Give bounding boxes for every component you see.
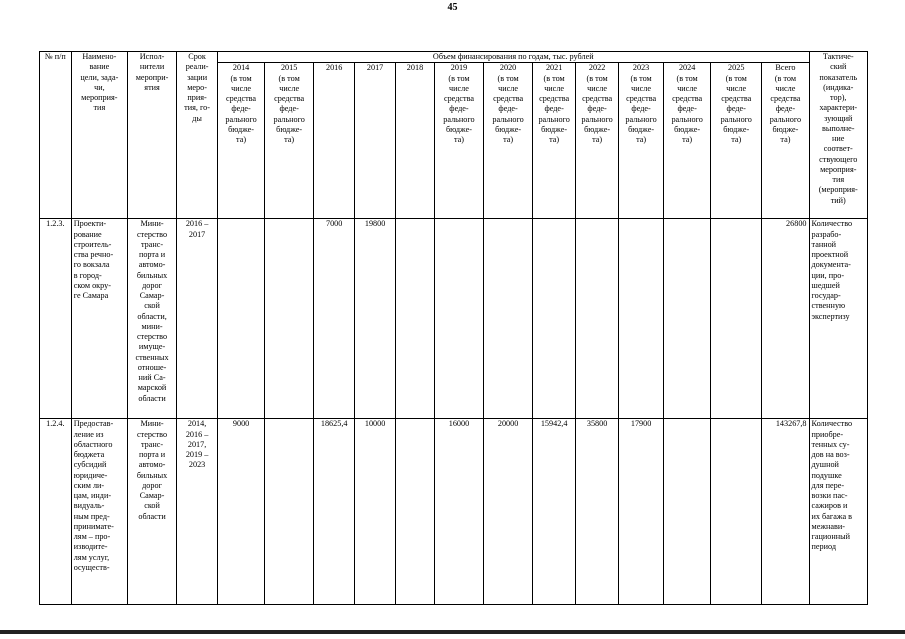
row-executors: Мини- стерство транс- порта и автомо- бильных дорог Самар- ской области xyxy=(128,419,177,605)
value-cell xyxy=(576,219,619,419)
row-name: Проекти- рование строитель- ства речно- го вокзала в город- ском окру- ге Самара xyxy=(71,219,127,419)
value-cell xyxy=(265,219,314,419)
value-cell: 18625,4 xyxy=(314,419,355,605)
value-cell: 35800 xyxy=(576,419,619,605)
value-cell xyxy=(265,419,314,605)
value-cell xyxy=(434,219,483,419)
value-cell: 9000 xyxy=(218,419,265,605)
header-year: 2022 (в том числе средства феде- рального бюдже- та) xyxy=(576,63,619,219)
row-num: 1.2.3. xyxy=(40,219,72,419)
header-year: 2023 (в том числе средства феде- рального бюдже- та) xyxy=(619,63,664,219)
header-year: 2020 (в том числе средства феде- рального бюдже- та) xyxy=(484,63,533,219)
value-cell: 17900 xyxy=(619,419,664,605)
value-cell xyxy=(711,419,762,605)
header-year: 2015 (в том числе средства феде- рального бюдже- та) xyxy=(265,63,314,219)
row-indicator: Количество приобре- тенных су- дов на воз- душной подушке для пере- возки пас- сажиров и их багажа в межнави- гационный период xyxy=(809,419,867,605)
value-cell: 7000 xyxy=(314,219,355,419)
funding-table xyxy=(39,51,868,605)
row-num: 1.2.4. xyxy=(40,419,72,605)
total-cell: 26800 xyxy=(762,219,809,419)
header-year: 2018 xyxy=(396,63,435,219)
value-cell: 15942,4 xyxy=(533,419,576,605)
value-cell xyxy=(396,419,435,605)
row-executors: Мини- стерство транс- порта и автомо- бильных дорог Самар- ской области, мини- стерство имуще- ственных отноше- ний Са- марской области xyxy=(128,219,177,419)
page-bottom-edge xyxy=(0,630,905,634)
row-term: 2016 – 2017 xyxy=(177,219,218,419)
header-year: 2016 xyxy=(314,63,355,219)
header-year: 2025 (в том числе средства феде- рального бюдже- та) xyxy=(711,63,762,219)
header-name: Наимено- вание цели, зада- чи, мероприя- тия xyxy=(71,52,127,219)
value-cell: 19800 xyxy=(355,219,396,419)
value-cell: 10000 xyxy=(355,419,396,605)
value-cell xyxy=(664,219,711,419)
header-year: 2019 (в том числе средства феде- рального бюдже- та) xyxy=(434,63,483,219)
header-term: Срок реали- зации меро- прия- тия, го- ды xyxy=(177,52,218,219)
table-row xyxy=(40,219,868,419)
page-number: 45 xyxy=(447,2,458,13)
value-cell: 20000 xyxy=(484,419,533,605)
header-year: 2024 (в том числе средства феде- рального бюдже- та) xyxy=(664,63,711,219)
row-indicator: Количество разрабо- танной проектной документа- ции, про- шедшей государ- ственную экспертизу xyxy=(809,219,867,419)
value-cell: 16000 xyxy=(434,419,483,605)
value-cell xyxy=(664,419,711,605)
value-cell xyxy=(619,219,664,419)
table-row xyxy=(40,419,868,605)
total-cell: 143267,8 xyxy=(762,419,809,605)
header-total: Всего (в том числе средства феде- рального бюдже- та) xyxy=(762,63,809,219)
value-cell xyxy=(711,219,762,419)
header-year: 2021 (в том числе средства феде- рального бюдже- та) xyxy=(533,63,576,219)
header-year: 2014 (в том числе средства феде- рального бюдже- та) xyxy=(218,63,265,219)
header-funding-group: Объем финансирования по годам, тыс. рублей xyxy=(218,52,809,63)
header-year: 2017 xyxy=(355,63,396,219)
value-cell xyxy=(533,219,576,419)
header-indicator: Тактиче- ский показатель (индика- тор), характери- зующий выполне- ние соответ- ствующего мероприя- тия (мероприя- тий) xyxy=(809,52,867,219)
value-cell xyxy=(218,219,265,419)
row-term: 2014, 2016 – 2017, 2019 – 2023 xyxy=(177,419,218,605)
value-cell xyxy=(484,219,533,419)
value-cell xyxy=(396,219,435,419)
header-executors: Испол- нители меропри- ятия xyxy=(128,52,177,219)
header-num: № п/п xyxy=(40,52,72,219)
row-name: Предостав- ление из областного бюджета субсидий юридиче- ским ли- цам, инди- видуаль- ным пред- принимате- лям – про- изводите- лям услуг, осуществ- xyxy=(71,419,127,605)
